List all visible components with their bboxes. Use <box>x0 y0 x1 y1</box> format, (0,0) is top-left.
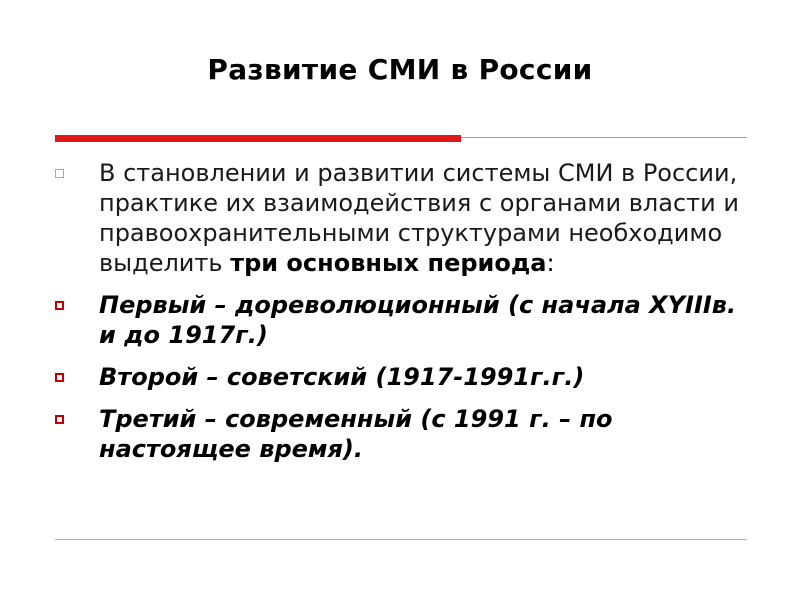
period-item-first <box>52 290 752 350</box>
period-text: Третий – современный (с 1991 г. – по настоящее время). <box>99 405 613 463</box>
period-text: Второй – советский (1917-1991г.г.) <box>99 363 585 391</box>
intro-text-end: : <box>546 249 555 277</box>
red-hollow-square-bullet-icon <box>55 415 64 424</box>
period-item-second <box>52 362 752 392</box>
intro-text: В становлении и развитии системы СМИ в России, практике их взаимодействия с органами власти и правоохранительными структурами необходимо выделить <box>99 159 739 277</box>
period-item-third <box>52 404 752 464</box>
slide-title: Развитие СМИ в России <box>207 53 593 86</box>
intro-paragraph <box>52 158 752 278</box>
hollow-square-bullet-icon <box>55 169 64 178</box>
bullet-list <box>52 158 752 464</box>
red-hollow-square-bullet-icon <box>55 373 64 382</box>
intro-emphasis: три основных периода <box>230 249 547 277</box>
title-divider-accent <box>55 135 461 142</box>
red-hollow-square-bullet-icon <box>55 301 64 310</box>
period-text: Первый – дореволюционный (с начала XYIIIв. и до 1917г.) <box>99 291 737 349</box>
footer-divider <box>55 539 747 540</box>
